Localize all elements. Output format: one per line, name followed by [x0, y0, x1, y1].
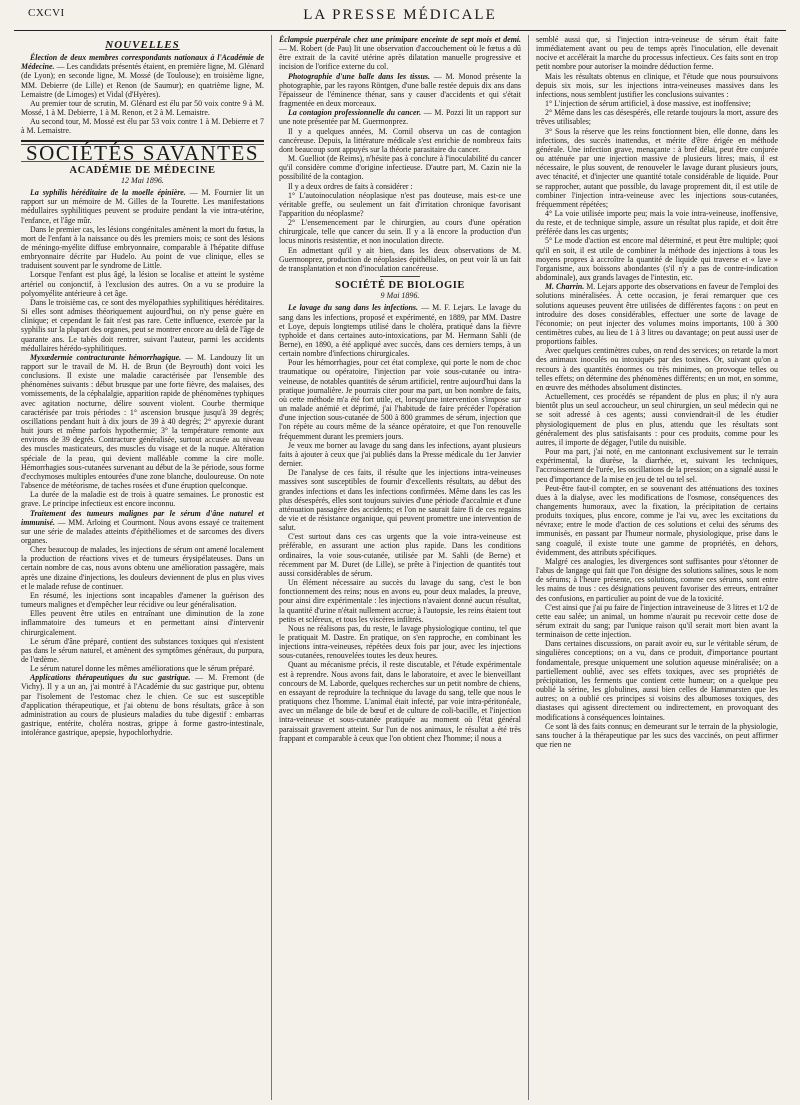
paragraph: 4° La voie utilisée importe peu; mais la voie intra-veineuse, inoffensive, du reste, et de technique simple, assure un résultat plus rapide, et doit être préférée dans les cas urgents;	[536, 208, 778, 237]
paragraph: De l'analyse de ces faits, il résulte que les injections intra-veineuses massives sont susceptibles de fournir d'excellents résultats, au début des grandes infections et dans les infections confirmées. Même dans les cas les plus désespérés, elles sont toujours suivies d'une période d'accalmie et d'une atténuation passagère des accidents; et l'on ne saurait faire fi de ces regains de vie et de résistance organique, qui peuvent promettre une intervention de salut.	[279, 468, 521, 533]
paragraph: C'est ainsi que j'ai pu faire de l'injection intraveineuse de 3 litres et 1/2 de cette eau salée; un animal, un homme n'aurait pu recevoir cette dose de sérum extrait du sang; par l'unique raison qu'il serait mort bien avant la terminaison de cette injection.	[536, 602, 778, 640]
paragraph: Lorsque l'enfant est plus âgé, la lésion se localise et atteint le système artériel ou conjonctif, à l'exclusion des autres. On a vu se produire la polyomyélite antérieure à cet âge.	[21, 270, 264, 298]
paragraph: Actuellement, ces procédés se répandent de plus en plus; il n'y aura bientôt plus un seul accoucheur, un seul chirurgien, un seul médecin qui ne se soit adressé à ces agents; aussi conviendrait-il de les étudier physiologiquement de plus en plus, attendu que les résultats sont généralement des plus satisfaisants : pour ces produits, comme pour les autres, il importe de dégager, l'utile du nuisible.	[536, 392, 778, 447]
page-number: CXCVI	[28, 7, 65, 19]
journal-title: LA PRESSE MÉDICALE	[303, 6, 497, 23]
article-contagion: La contagion professionnelle du cancer. — M. Pozzi lit un rapport sur une note présentée par M. Guermonprez.	[279, 108, 521, 127]
article-title: La contagion professionnelle du cancer.	[288, 108, 422, 118]
article-lavage-sang: Le lavage du sang dans les infections. — M. F. Lejars. Le lavage du sang dans les infections, proposé et expérimenté, en 1889, par MM. Dastre et Loye, depuis longtemps utilisé dans le choléra, pratiqué dans la fièvre typhoïde et dans certaines auto-intoxications, par M. Hermann Sahli (de Berne), en 1890, a été appliqué avec succès, dans ces derniers temps, à un certain nombre d'infections chirurgicales.	[279, 303, 521, 359]
paragraph: Peut-être faut-il compter, en se souvenant des atténuations des toxines dues à la dialyse, avec les modifications de l'osmose, conséquences des changements humoraux, avec la fixation, la précipitation de certains produits toxiques, plus encore, comme je l'ai vu, avec les excitations du névraxe; entre le mode d'action de ces solutions et celui des sérums des immunisés, en passant par l'humeur normale, physiologique, prise dans le sang coagulé, il existe toute une gamme de propriétés, en dehors, évidemment, des attributs spécifiques.	[536, 483, 778, 557]
article-charrin: M. Charrin. M. Lejars apporte des observations en faveur de l'emploi des solutions minéralisées. À cette occasion, je ferai remarquer que ces solutions aqueuses peuvent être utilisées de différentes façons : on peut en introduire des doses considérables, effectuer une sorte de lavage de l'économie; on peut injecter des volumes moins importants, 100 à 300 centimètres cubes, au lieu de 1 à 3 litres ou davantage; on peut aussi user de proportions faibles.	[536, 282, 778, 347]
article-eclampsie: Éclampsie puerpérale chez une primipare enceinte de sept mois et demi. — M. Robert (de Pau) lit une observation d'accouchement où le fœtus a dû être extrait de la cavité utérine après dilatation manuelle progressive et incision de l'orifice externe du col.	[279, 35, 521, 72]
paragraph: Quant au mécanisme précis, il reste discutable, et l'étude expérimentale est à reprendre. Nous avons fait, dans le laboratoire, et avec le bienveillant concours de M. Laborde, quelques recherches sur un petit nombre de chiens, en essayant de reproduire la technique du lavage du sang, telle que nous le pratiquons chez l'homme. L'animal était infecté, par voie intra-péritonéale, avec un mélange de bile de bœuf et de culture de coli-bacille, et l'injection intra-veineuse et sous-cutanée pratiquée au moment où l'état général paraissait gravement atteint. Sur l'un de nos animaux, le résultat a été très frappant et comparable à ceux que l'on obtient chez l'homme; il nous a	[279, 660, 521, 743]
paragraph: Ce sont là des faits connus; en demeurant sur le terrain de la physiologie, sans toucher à la thérapeutique par les sucs des vaccinés, on peut affirmer que rien ne	[536, 721, 778, 750]
paragraph: Dans le troisième cas, ce sont des myélopathies syphilitiques héréditaires. Si elles sont admises théoriquement aujourd'hui, on n'y pense guère en clinique; et cependant le fait n'est pas rare. Cette influence, exercée par la syphilis sur la plupart des organes, peut se montrer encore au delà de l'âge de quarante ans. Le tabès doit rentrer, suivant l'auteur, parmi les accidents médullaires hérédo-syphilitiques.	[21, 297, 264, 353]
paragraph: 1° L'autoinoculation néoplasique n'est pas douteuse, mais est-ce une véritable greffe, ou seulement un fait d'irritation chronique favorisant l'apparition du néoplasme?	[279, 190, 521, 218]
paragraph: Elles peuvent être utiles en entraînant une diminution de la zone inflammatoire des tumeurs et en permettant ainsi d'intervenir chirurgicalement.	[21, 609, 264, 637]
paragraph: Dans certaines discussions, on parait avoir eu, sur le véritable sérum, de singulières conceptions; on a vu, dans ce produit, d'importance pourtant fondamentale, presque uniquement une solution aqueuse minéralisée; on a partiellement oublié, avec ses effets toxiques, avec ses propriétés de précipitation, les ferments que contient cette humeur; on a quelque peu oublié la sérine, les globulines, aussi bien celles de Hammarsten que les autres; on a oublié ces principes si voisins des albumoses toxiques, des diastases qui agissent directement ou indirectement, en provoquant des modifications à conséquences lointaines.	[536, 639, 778, 722]
article-photographie: Photographie d'une balle dans les tissus. — M. Monod présente la photographie, par les rayons Röntgen, d'une balle restée depuis dix ans dans l'épaisseur de l'éminence thénar, sans y causer d'accidents et qui s'était fragmentée en deux morceaux.	[279, 71, 521, 109]
scrutin-1: Au premier tour de scrutin, M. Glénard est élu par 50 voix contre 9 à M. Mossé, 1 à M. Debierre, 1 à M. Renon, et 2 à M. Lemaistre.	[21, 98, 264, 118]
scrutin-2: Au second tour, M. Mossé est élu par 53 voix contre 1 à M. Debierre et 7 à M. Lemaistre.	[21, 117, 264, 136]
column-2	[271, 35, 528, 1100]
paragraph: Malgré ces analogies, les divergences sont suffisantes pour s'étonner de l'abus de langage qui fait que l'on désigne des solutions salines, sous le nom de sérums; à l'heure présente, ces solutions, comme ces sérums, sont entre les mains de tous : ces désignations peuvent favoriser des erreurs, entraîner des confusions, en particulier au point de vue de la toxicité.	[536, 556, 778, 603]
article-columns	[14, 35, 786, 1100]
article-title: Myxœdermie contracturante hémorrhagique.	[30, 352, 182, 362]
biologie-date: 9 Mai 1896.	[380, 291, 420, 301]
article-title: Éclampsie puerpérale chez une primipare enceinte de sept mois et demi.	[279, 35, 521, 44]
paragraph: 2° Même dans les cas désespérés, elle retarde toujours la mort, assure des trêves utilisables;	[536, 108, 778, 127]
paragraph: Le sérum d'âne préparé, contient des substances toxiques qui n'existent pas dans le sérum naturel, et amènent des symptômes généraux, du purpura, de l'œdème.	[21, 636, 264, 664]
paragraph: En résumé, les injections sont incapables d'amener la guérison des tumeurs malignes et d'empêcher leur récidive ou leur généralisation.	[21, 590, 264, 610]
paragraph: 5° Le mode d'action est encore mal déterminé, et peut être multiple; quoi qu'il en soit, il est utile de combiner la méthode des injections à tous les moyens propres à accroître la quantité de liquide qui traverse et « lave » l'organisme, aux boissons abondantes (s'il n'y a pas de contre-indication abdominale), aux grands lavages de l'intestin, etc.	[536, 236, 778, 283]
column-3	[528, 35, 785, 1100]
article-title: Photographie d'une balle dans les tissus.	[288, 71, 430, 81]
election-text: — Les candidats présentés étaient, en première ligne, M. Glénard (de Lyon); en seconde ligne, M. Mossé (de Toulouse); en troisième ligne, MM. Debierre (de Lille) et Renon (de Saumur); en quatrième ligne, M. Lemaistre (de Limoges) et Vidal (d'Hyères).	[21, 62, 264, 99]
column-1	[14, 35, 271, 1100]
paragraph: 3° Sous la réserve que les reins fonctionnent bien, elle donne, dans les infections, des succès inattendus, et mérite d'être érigée en méthode générale. Une infection grave, menaçante : à bref délai, peut être conjurée ou atténuée par une injection massive de plusieurs litres; mais, il est nécessaire, le plus souvent, de renouveler le lavage durant plusieurs jours, avec ténacité, et d'injecter une quantité totale considérable de liquide. Pour se rapprocher, autant que possible, du lavage proprement dit, il est utile de combiner l'injection intra-veineuse avec les injections sous-cutanées, fréquemment répétées;	[536, 126, 778, 209]
paragraph: En admettant qu'il y ait bien, dans les deux observations de M. Guermonprez, production de néoplasies épithéliales, on peut voir là un fait de transplantation et non d'inoculation cancéreuse.	[279, 245, 521, 273]
article-title: Traitement des tumeurs malignes par le sérum d'âne naturel et immunisé.	[21, 508, 264, 527]
article-suc-gastrique: Applications thérapeutiques du suc gastrique. — M. Fremont (de Vichy). Il y a un an, j'ai montré à l'Académie du suc gastrique pur, obtenu par l'isolement de l'estomac chez le chien. Ce suc est susceptible d'application thérapeutique, et j'ai obtenu de bons résultats, grâce à son administration au cours de plusieurs maladies du tube digestif : embarras gastrique, entérite, choléra nostras, grippe à forme gastro-intestinale, intolérance gastrique, apepsie, hypochlorhydrie.	[21, 673, 264, 738]
article-tumeurs: Traitement des tumeurs malignes par le sérum d'âne naturel et immunisé. — MM. Arloing et Courmont. Nous avons essayé ce traitement sur une série de malades atteints d'épithéliomes et de sarcomes des divers organes.	[21, 508, 264, 545]
paragraph: C'est surtout dans ces cas urgents que la voie intra-veineuse est préférable, en assurant une action plus rapide. Dans les conditions ordinaires, la voie sous-cutanée, utilisée par M. Sahli (de Berne) et récemment par M. Duret (de Lille), se prête à l'injection de quantités tout aussi considérables de sérum.	[279, 532, 521, 578]
paragraph: Il y a quelques années, M. Cornil observa un cas de contagion cancéreuse. Depuis, la littérature médicale s'est enrichie de nombreux faits dont beaucoup sont appuyés sur la théorie parasitaire du cancer.	[279, 126, 521, 154]
nouvelles-heading: NOUVELLES	[105, 39, 180, 51]
article-title: La syphilis héréditaire de la moelle épinière.	[30, 188, 186, 198]
page-header	[14, 0, 786, 30]
paragraph: Mais les résultats obtenus en clinique, et l'étude que nous poursuivons depuis six mois, sur les injections intra-veineuses massives dans les infections, nous semblent justifier les conclusions suivantes :	[536, 71, 778, 99]
election-title: Élection de deux membres correspondants nationaux à l'Académie de Médecine.	[21, 53, 264, 72]
article-myxoedermie: Myxœdermie contracturante hémorrhagique. — M. Landouzy lit un rapport sur le travail de M. H. de Brun (de Beyrouth) dont voici les conclusions. Il existe une maladie caractérisée par l'ensemble des phénomènes suivants : début brusque par une forte fièvre, des malaises, des vomissements, de la céphalalgie, apparition rapide de phénomènes typhiques avec agitation nocturne, délire souvent violent. Courbe thermique caractérisée par trois périodes : 1° ascension brusque jusqu'à 39 degrés; oscillations pendant huit à dix jours de 39 à 40 degrés; 2° apyrexie durant huit jours et même parfois hypothermie; 3° la température remonte aux environs de 39 degrés. Contracture généralisée, surtout accusée au niveau des muscles masticateurs, des muscles du visage et de la nuque. Altération spéciale de la peau, qui devient malléable comme la cire molle. Hémorrhagies sous-cutanées survenant au début de la 3e période, sous forme d'ecchymoses multiples entourées d'une zone blanche, douloureuse. On note l'absence de météorisme, de taches rosées et d'une éruption quelconque.	[21, 352, 264, 491]
paragraph: Chez beaucoup de malades, les injections de sérum ont amené localement la production de réactions vives et de tumeurs érysipélateuses. Dans un certain nombre de cas, nous avons obtenu une amélioration passagère, mais après une dizaine d'injections, les douleurs deviennent de plus en plus vives et le malade refuse de continuer.	[21, 545, 264, 591]
paragraph: semblé aussi que, si l'injection intra-veineuse de sérum était faite immédiatement avant ou peu de temps après l'inoculation, elle devenait nocive et accélérait la marche du processus infectieux. Ces faits sont en trop petit nombre pour autoriser la moindre déduction ferme.	[536, 35, 778, 72]
paragraph: Dans le premier cas, les lésions congénitales amènent la mort du fœtus, la mort de l'enfant à la naissance ou dès les premiers mois; ce sont des lésions de méningo-myélite diffuse embryonnaire, comparable à l'hépatite diffuse embryonnaire décrite par Hudelo. Au point de vue clinique, elles se traduisent souvent par le syndrome de Little.	[21, 224, 264, 271]
article-title: Le lavage du sang dans les infections.	[288, 303, 418, 313]
paragraph: Nous ne réalisons pas, du reste, le lavage physiologique continu, tel que le pratiquait M. Dastre. En pratique, on s'en rapproche, en combinant les injections intra-veineuses, répétées deux fois par jour, avec les injections sous-cutanées, renouvelées toutes les deux heures.	[279, 623, 521, 661]
paragraph: Avec quelques centimètres cubes, on rend des services; on retarde la mort des animaux inoculés ou intoxiqués par des toxines. Or, suivant qu'on a recours à des quantités énormes ou très minimes, on provoque telles ou telles effets; on détermine des phénomènes différents; en un mot, en somme, en œuvre des méthodes absolument distinctes.	[536, 346, 778, 392]
article-title: Applications thérapeutiques du suc gastrique.	[30, 673, 191, 683]
article-title: M. Charrin.	[545, 282, 585, 292]
article-syphilis: La syphilis héréditaire de la moelle épinière. — M. Fournier lit un rapport sur un mémoire de M. Gilles de la Tourette. Les manifestations médullaires syphilitiques peuvent se produire pendant la vie intra-utérine, l'enfance, et l'âge mûr.	[21, 188, 264, 225]
academie-heading: ACADÉMIE DE MÉDECINE	[69, 164, 216, 176]
election-paragraph	[21, 53, 264, 99]
paragraph: Il y a deux ordres de faits à considérer :	[288, 181, 413, 191]
paragraph: Je veux me borner au lavage du sang dans les infections, ayant plusieurs faits à ajouter à ceux que j'ai publiés dans la Presse médicale du 1er Janvier dernier.	[279, 440, 521, 469]
paragraph: Pour les hémorrhagies, pour cet état complexe, qui porte le nom de choc traumatique ou opératoire, l'injection par voie sous-cutanée ou intra-veineuse, de notables quantités de sérum artificiel, rentre aujourd'hui dans la pratique journalière. Je pourrais citer pour ma part, un bon nombre de faits, où cette méthode m'a été fort utile, et, lorsqu'une intervention s'impose sur un malade anémié et déprimé, j'ai l'habitude de faire précéder l'opération d'une injection sous-cutanée de 500 à 800 grammes de sérum, injection que l'on répète au cours même de la séance opératoire, et que l'on renouvelle fréquemment durant les premiers jours.	[279, 358, 521, 441]
paragraph: Le sérum naturel donne les mêmes améliorations que le sérum préparé.	[30, 664, 255, 674]
academie-date: 12 Mai 1896.	[121, 175, 164, 185]
paragraph: La durée de la maladie est de trois à quatre semaines. Le pronostic est grave. Le principe infectieux est encore inconnu.	[21, 490, 264, 509]
divider	[380, 276, 420, 277]
header-rule	[14, 30, 786, 31]
paragraph: 2° L'ensemencement par le chirurgien, au cours d'une opération chirurgicale, telle que cancer du sein. Il y a là encore la production d'un locus minoris resistentiæ, et non inoculation directe.	[279, 218, 521, 246]
societes-heading: SOCIÉTÉS SAVANTES	[25, 140, 260, 165]
paragraph: 1° L'injection de sérum artificiel, à dose massive, est inoffensive;	[545, 99, 751, 109]
paragraph: Pour ma part, j'ai noté, en me cantonnant exclusivement sur le terrain expérimental, la diurèse, la diarrhée, et, suivant les techniques, l'accroissement de l'urée, les oscillations de la pression; on a signalé aussi le peu d'importance de la mise en jeu de tel ou tel sel.	[536, 447, 778, 484]
biologie-heading: SOCIÉTÉ DE BIOLOGIE	[335, 280, 465, 292]
paragraph: M. Guelliot (de Reims), n'hésite pas à conclure à l'inoculabilité du cancer qu'il considère comme d'origine infectieuse. D'autre part, M. Cazin nie la possibilité de la contagion.	[279, 154, 521, 182]
paragraph: Un élément nécessaire au succès du lavage du sang, c'est le bon fonctionnement des reins; nous en avons eu, pour deux malades, la preuve, pour ainsi dire expérimentale : les injections n'avaient donné aucun résultat, la quantité d'urine n'était nullement accrue; à l'autopsie, les reins étaient tout petits et scléreux, et tous les viscères infiltrés.	[279, 578, 521, 624]
